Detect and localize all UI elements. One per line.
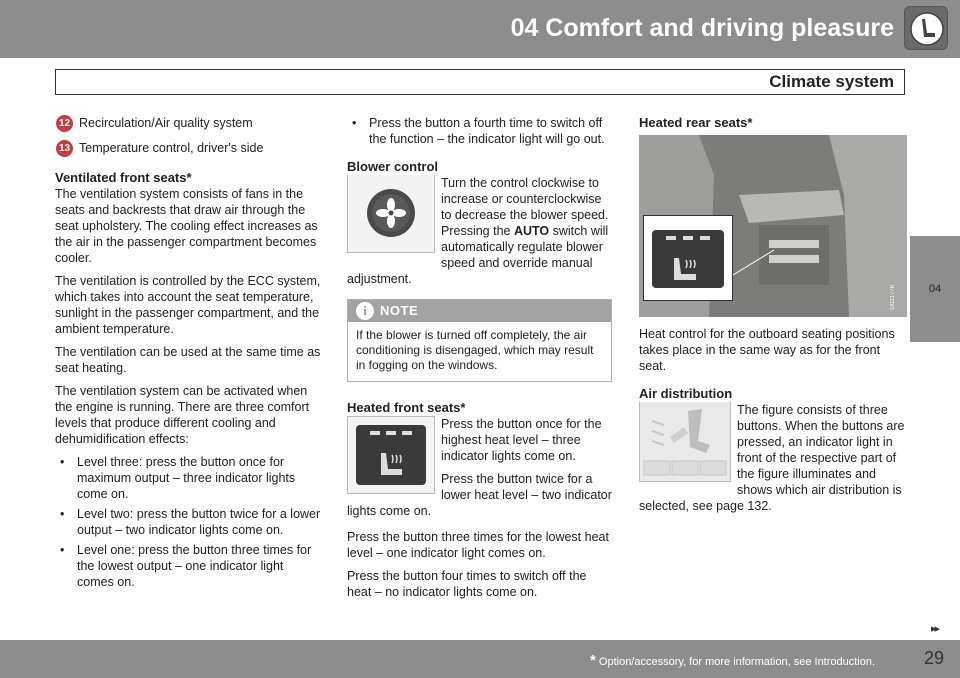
bullet-item: • Level three: press the button once for maximum output – three indicator lights come on.: [55, 454, 323, 502]
fan-icon: [348, 175, 434, 252]
section-bar: [55, 69, 905, 95]
photo-inset: [643, 215, 733, 301]
seat-icon: [904, 6, 948, 50]
seat-heat-icon: [348, 417, 434, 493]
air-distribution-figure: [639, 402, 731, 482]
note-header: [348, 300, 611, 322]
side-tab-label: 04: [928, 283, 942, 295]
heated-front-heading: Heated front seats*: [347, 400, 466, 415]
blower-heading: Blower control: [347, 159, 439, 174]
note-box: [347, 299, 612, 382]
air-distribution-heading: Air distribution: [639, 386, 733, 401]
column-3: [639, 115, 907, 521]
note-text: If the blower is turned off completely, the air conditioning is disengaged, which may result in fogging on the windows.: [356, 328, 594, 372]
air-distribution-text: The figure consists of three buttons. When the buttons are pressed, an indicator light in front of the respective part of the figure illuminates and shows which air distribution is selected, see page 132.: [639, 403, 905, 513]
bullet-item: • Press the button a fourth time to switch off the function – the indicator light will go out.: [347, 115, 612, 147]
paragraph: Press the button once for the highest heat level – three indicator lights come on.: [441, 417, 602, 463]
number-badge: 13: [56, 140, 73, 157]
next-page-arrows-icon: ▸▸: [930, 623, 938, 635]
note-label: NOTE: [380, 303, 419, 318]
air-distribution-icon: [640, 402, 730, 481]
paragraph: The ventilation can be used at the same time as seat heating.: [55, 345, 321, 375]
column-1: [55, 115, 323, 594]
bullet-item: • Level two: press the button twice for a lower output – two indicator lights come on.: [55, 506, 323, 538]
rear-console-photo: [639, 135, 907, 317]
paragraph: The ventilation is controlled by the ECC system, which takes into account the seat temperature, sunlight in the passenger compartment, and the ambient temperature.: [55, 274, 321, 336]
paragraph: Press the button three times for the lowest heat level – one indicator light comes on.: [347, 530, 609, 560]
page-footer: [0, 640, 960, 678]
photo-code: G021776: [890, 285, 896, 310]
paragraph: Heat control for the outboard seating positions takes place in the same way as for the front seat.: [639, 327, 895, 373]
section-title: Climate system: [769, 72, 894, 91]
paragraph: Press the button four times to switch off the heat – no indicator lights come on.: [347, 569, 587, 599]
paragraph: The ventilation system consists of fans in the seats and backrests that draw air through the seat upholstery. The cooling effect increases as the air in the passenger compartment becomes cooler.: [55, 187, 318, 265]
paragraph: Press the button twice for a lower heat level – two indicator lights come on.: [347, 472, 612, 518]
chapter-side-tab: [910, 236, 960, 342]
page-header: [0, 0, 960, 58]
list-item: [55, 140, 323, 156]
chapter-title: 04 Comfort and driving pleasure: [510, 14, 894, 42]
list-item-label: Recirculation/Air quality system: [79, 116, 253, 130]
page-number: 29: [923, 648, 944, 668]
list-item-label: Temperature control, driver's side: [79, 141, 264, 155]
paragraph: The ventilation system can be activated when the engine is running. There are three comfort levels that produce different cooling and dehumidification effects:: [55, 384, 310, 446]
list-item: [55, 115, 323, 131]
column-2: [347, 115, 612, 607]
number-badge: 12: [56, 115, 73, 132]
info-icon: i: [356, 302, 374, 320]
blower-description: Turn the control clockwise to increase or counterclockwise to decrease the blower speed. Pressing the AUTO switch will automatically regulate blower speed and override manual adjustment.: [347, 176, 609, 286]
seat-heat-icon: [644, 216, 732, 300]
blower-knob-figure: [347, 175, 435, 253]
footer-note: * Option/accessory, for more information, see Introduction.: [590, 652, 876, 669]
heated-rear-heading: Heated rear seats*: [639, 115, 753, 130]
vent-heading: Ventilated front seats*: [55, 170, 192, 185]
bullet-item: • Level one: press the button three times for the lowest output – one indicator light comes on.: [55, 542, 323, 590]
seat-heat-button-figure: [347, 416, 435, 494]
